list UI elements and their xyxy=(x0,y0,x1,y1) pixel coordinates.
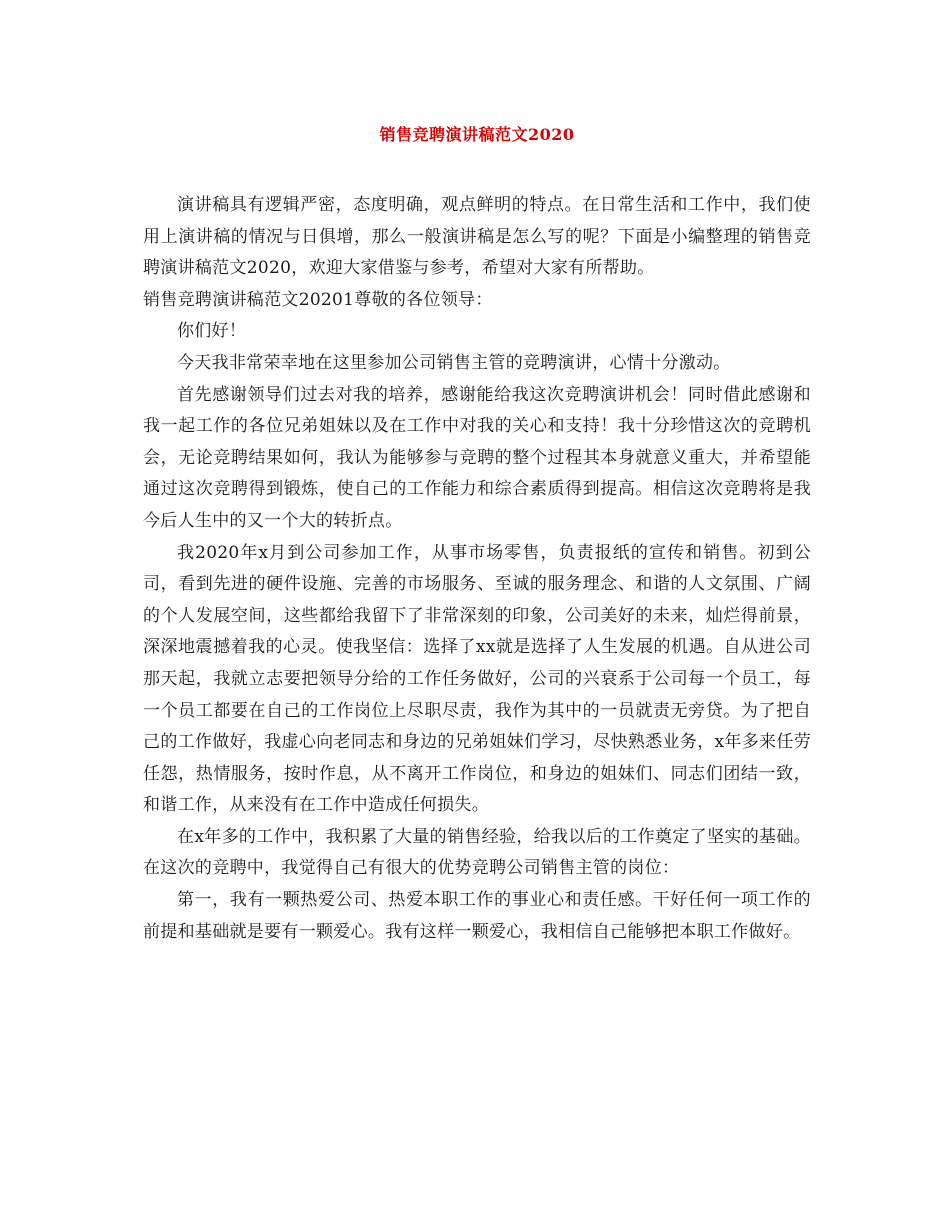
paragraph-salutation: 销售竞聘演讲稿范文20201尊敬的各位领导： xyxy=(143,289,493,310)
paragraph-opening: 今天我非常荣幸地在这里参加公司销售主管的竞聘演讲，心情十分激动。 xyxy=(177,352,731,373)
paragraph-greeting: 你们好！ xyxy=(177,321,247,342)
paragraph-first-point: 第一，我有一颗热爱公司、热爱本职工作的事业心和责任感。干好任何一项工作的前提和基础就是要有一颗爱心。我有这样一颗爱心，我相信自己能够把本职工作做好。 xyxy=(143,890,811,942)
paragraph-advantages: 在x年多的工作中，我积累了大量的销售经验，给我以后的工作奠定了坚实的基础。在这次的竞聘中，我觉得自己有很大的优势竞聘公司销售主管的岗位： xyxy=(143,826,811,879)
document-body xyxy=(143,190,811,948)
paragraph-thanks: 首先感谢领导们过去对我的培养，感谢能给我这次竞聘演讲机会！同时借此感谢和我一起工作的各位兄弟姐妹以及在工作中对我的关心和支持！我十分珍惜这次的竞聘机会，无论竞聘结果如何，我认为能够参与竞聘的整个过程其本身就意义重大，并希望能通过这次竞聘得到锻炼，使自己的工作能力和综合素质得到提高。相信这次竞聘将是我今后人生中的又一个大的转折点。 xyxy=(143,384,811,531)
document-page xyxy=(143,118,811,948)
paragraph-experience: 我2020年x月到公司参加工作，从事市场零售，负责报纸的宣传和销售。初到公司，看到先进的硬件设施、完善的市场服务、至诚的服务理念、和谐的人文氛围、广阔的个人发展空间，这些都给我留下了非常深刻的印象，公司美好的未来，灿烂得前景，深深地震撼着我的心灵。使我坚信：选择了xx就是选择了人生发展的机遇。自从进公司那天起，我就立志要把领导分给的工作任务做好，公司的兴衰系于公司每一个员工，每一个员工都要在自己的工作岗位上尽职尽责，我作为其中的一员就责无旁贷。为了把自己的工作做好，我虚心向老同志和身边的兄弟姐妹们学习，尽快熟悉业务，x年多来任劳任怨，热情服务，按时作息，从不离开工作岗位，和身边的姐妹们、同志们团结一致，和谐工作，从来没有在工作中造成任何损失。 xyxy=(143,542,811,816)
document-title: 销售竞聘演讲稿范文2020 xyxy=(379,125,575,144)
paragraph-intro: 演讲稿具有逻辑严密，态度明确，观点鲜明的特点。在日常生活和工作中，我们使用上演讲稿的情况与日俱增，那么一般演讲稿是怎么写的呢？下面是小编整理的销售竞聘演讲稿范文2020，欢迎大家借鉴与参考，希望对大家有所帮助。 xyxy=(143,195,811,279)
